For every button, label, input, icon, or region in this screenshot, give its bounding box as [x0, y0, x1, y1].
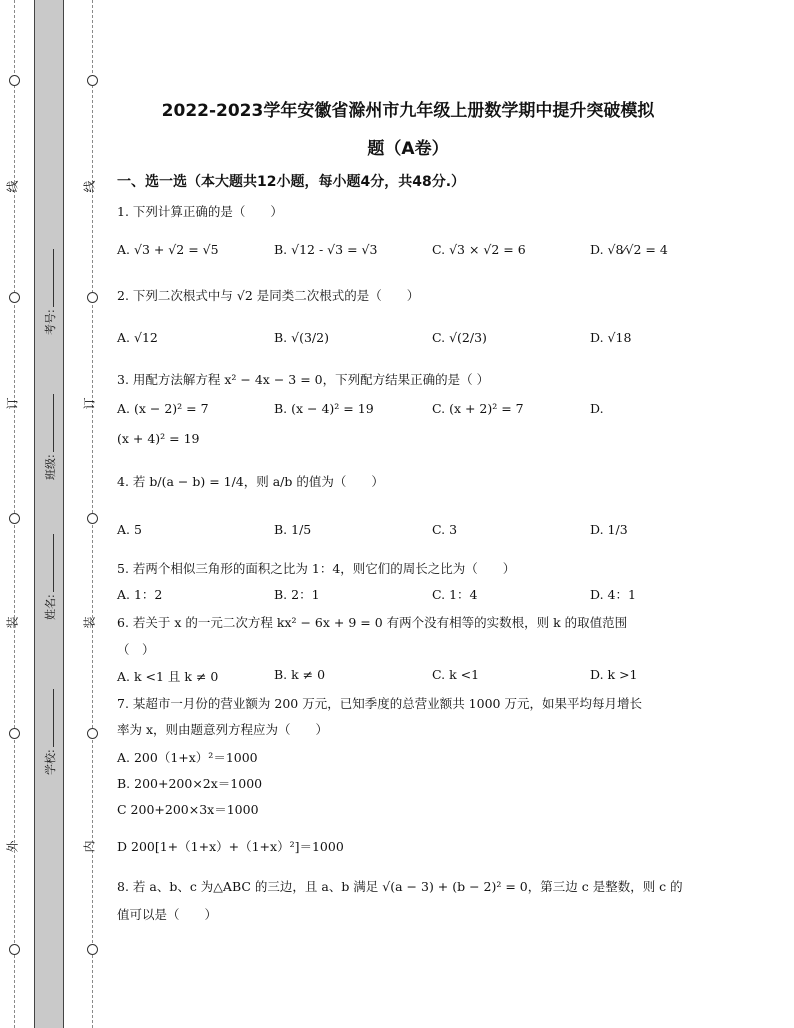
question-1-stem: 1. 下列计算正确的是（ ）	[117, 204, 283, 219]
class-field[interactable]: 班级:	[42, 394, 58, 480]
page-title: 2022-2023学年安徽省滁州市九年级上册数学期中提升突破模拟	[161, 101, 655, 121]
question-2-option-a[interactable]: A. √12	[117, 330, 158, 345]
page-title-line2: 题（A卷）	[367, 139, 449, 159]
question-3-option-d[interactable]: D.	[590, 401, 604, 416]
question-7-option-a[interactable]: A. 200（1+x）²＝1000	[117, 750, 258, 765]
question-3-option-b[interactable]: B. (x − 4)² = 19	[274, 401, 374, 416]
margin-label-nei: 内	[82, 840, 97, 853]
question-8-stem-line2: 值可以是（ ）	[117, 907, 218, 922]
question-7-option-c[interactable]: C 200+200×3x＝1000	[117, 802, 259, 817]
question-2-option-d[interactable]: D. √18	[590, 330, 632, 345]
binding-bar	[34, 0, 64, 1028]
exam-id-field[interactable]: 考号:	[42, 249, 58, 335]
binding-hole	[87, 75, 98, 86]
question-4-stem: 4. 若 b/(a − b) = 1/4，则 a/b 的值为（ ）	[117, 474, 384, 489]
binding-hole	[9, 292, 20, 303]
question-1-option-d[interactable]: D. √8⁄√2 = 4	[590, 242, 668, 257]
margin-label-xian: 线	[5, 180, 20, 193]
school-field[interactable]: 学校:	[42, 689, 58, 775]
question-3-option-a[interactable]: A. (x − 2)² = 7	[117, 401, 209, 416]
name-field[interactable]: 姓名:	[42, 534, 58, 620]
question-3-option-c[interactable]: C. (x + 2)² = 7	[432, 401, 524, 416]
question-7-option-b[interactable]: B. 200+200×2x＝1000	[117, 776, 263, 791]
binding-hole	[87, 513, 98, 524]
question-2-stem: 2. 下列二次根式中与 √2 是同类二次根式的是（ ）	[117, 288, 420, 303]
binding-hole	[87, 944, 98, 955]
question-6-option-b[interactable]: B. k ≠ 0	[274, 667, 326, 682]
question-6-paren: （ ）	[117, 642, 155, 657]
question-4-option-a[interactable]: A. 5	[117, 522, 142, 537]
question-1-option-a[interactable]: A. √3 + √2 = √5	[117, 242, 219, 257]
binding-hole	[9, 728, 20, 739]
margin-label-wai: 外	[5, 840, 20, 853]
binding-hole	[9, 944, 20, 955]
question-5-option-a[interactable]: A. 1：2	[117, 587, 163, 602]
question-2-option-b[interactable]: B. √(3/2)	[274, 330, 329, 345]
binding-hole	[9, 513, 20, 524]
margin-label-zhuang: 装	[5, 616, 20, 629]
binding-hole	[87, 728, 98, 739]
question-5-option-c[interactable]: C. 1：4	[432, 587, 478, 602]
question-1-option-c[interactable]: C. √3 × √2 = 6	[432, 242, 526, 257]
question-6-option-a[interactable]: A. k <1 且 k ≠ 0	[117, 669, 219, 684]
question-1-option-b[interactable]: B. √12 - √3 = √3	[274, 242, 378, 257]
question-6-option-d[interactable]: D. k >1	[590, 667, 638, 682]
binding-hole	[87, 292, 98, 303]
margin-label-ding: 订	[82, 397, 97, 410]
question-4-option-c[interactable]: C. 3	[432, 522, 458, 537]
question-7-stem-line2: 率为 x，则由题意列方程应为（ ）	[117, 722, 329, 737]
binding-hole	[9, 75, 20, 86]
question-5-option-d[interactable]: D. 4：1	[590, 587, 636, 602]
question-4-option-b[interactable]: B. 1/5	[274, 522, 312, 537]
section-heading: 一、选一选（本大题共12小题，每小题4分，共48分.）	[117, 174, 466, 190]
question-6-stem: 6. 若关于 x 的一元二次方程 kx² − 6x + 9 = 0 有两个没有相等的实数根，则 k 的取值范围	[117, 615, 628, 630]
question-3-option-d-value: (x + 4)² = 19	[117, 431, 200, 446]
question-7-option-d[interactable]: D 200[1+（1+x）+（1+x）²]＝1000	[117, 839, 344, 854]
question-7-stem: 7. 某超市一月份的营业额为 200 万元，已知季度的总营业额共 1000 万元，如果平均每月增长	[117, 696, 642, 711]
margin-label-zhuang: 装	[82, 616, 97, 629]
margin-label-xian: 线	[82, 180, 97, 193]
question-4-option-d[interactable]: D. 1/3	[590, 522, 628, 537]
margin-label-ding: 订	[5, 397, 20, 410]
question-5-option-b[interactable]: B. 2：1	[274, 587, 320, 602]
question-3-stem: 3. 用配方法解方程 x² − 4x − 3 = 0，下列配方结果正确的是（ ）	[117, 372, 490, 387]
question-6-option-c[interactable]: C. k <1	[432, 667, 480, 682]
question-5-stem: 5. 若两个相似三角形的面积之比为 1：4，则它们的周长之比为（ ）	[117, 561, 516, 576]
question-8-stem: 8. 若 a、b、c 为△ABC 的三边，且 a、b 满足 √(a − 3) + (b − 2)² = 0，第三边 c 是整数，则 c 的	[117, 879, 683, 894]
question-2-option-c[interactable]: C. √(2/3)	[432, 330, 487, 345]
